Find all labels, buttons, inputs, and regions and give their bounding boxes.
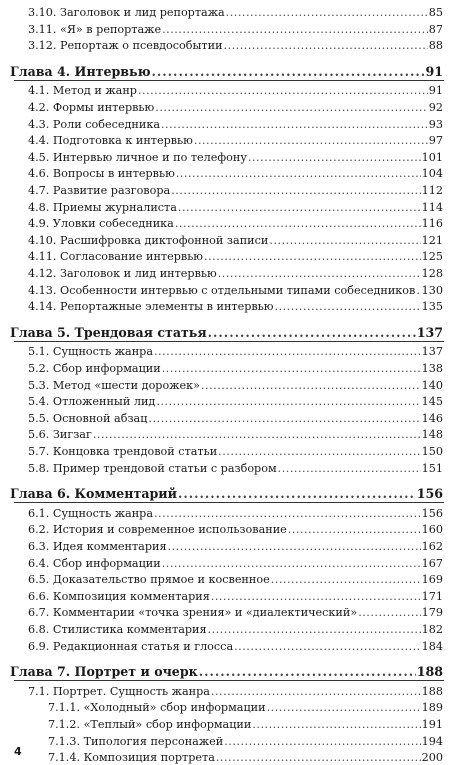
page-ref: 160 bbox=[421, 523, 443, 537]
dot-leader bbox=[234, 640, 421, 653]
toc-chapter-entry bbox=[10, 486, 443, 501]
entry-title: 6.5. Доказательство прямое и косвенное bbox=[28, 573, 270, 587]
page-ref: 125 bbox=[421, 250, 443, 264]
dot-leader bbox=[288, 523, 421, 536]
page-ref: 92 bbox=[428, 101, 443, 114]
entry-title: 5.7. Концовка трендовой статьи bbox=[28, 445, 218, 458]
entry-title: 4.11. Согласование интервью bbox=[28, 250, 204, 264]
page-ref: 93 bbox=[428, 117, 443, 131]
toc-entry bbox=[48, 735, 443, 748]
dot-leader bbox=[178, 486, 416, 501]
dot-leader bbox=[152, 64, 425, 79]
toc-entry bbox=[28, 557, 443, 570]
dot-leader bbox=[162, 557, 421, 570]
page-ref: 167 bbox=[421, 556, 443, 570]
page-ref: 150 bbox=[421, 445, 443, 458]
entry-title: 6.8. Стилистика комментария bbox=[28, 623, 207, 636]
toc-entry bbox=[28, 101, 443, 114]
page-ref: 104 bbox=[421, 167, 443, 181]
entry-title: 6.1. Сущность жанра bbox=[28, 506, 153, 520]
entry-title: 5.5. Основной абзац bbox=[28, 411, 148, 425]
toc-entry bbox=[28, 445, 443, 458]
dot-leader bbox=[271, 573, 421, 586]
dot-leader bbox=[162, 23, 428, 36]
entry-title: 4.2. Формы интервью bbox=[28, 101, 155, 114]
toc-entry bbox=[28, 685, 443, 698]
chapter-underline bbox=[14, 80, 444, 81]
dot-leader bbox=[155, 101, 427, 114]
dot-leader bbox=[226, 6, 428, 19]
entry-title: 4.1. Метод и жанр bbox=[28, 84, 137, 98]
chapter-title: Глава 5. Трендовая статья bbox=[10, 324, 207, 340]
toc-entry bbox=[28, 84, 443, 97]
toc-chapter-entry bbox=[10, 64, 443, 79]
toc-entry bbox=[28, 590, 443, 603]
toc-entry bbox=[28, 345, 443, 358]
page-ref: 188 bbox=[416, 664, 443, 680]
dot-leader bbox=[275, 300, 421, 313]
toc-entry bbox=[48, 718, 443, 731]
entry-title: 5.3. Метод «шести дорожек» bbox=[28, 378, 200, 392]
dot-leader bbox=[224, 735, 420, 748]
page-ref: 171 bbox=[421, 589, 443, 603]
page-ref: 189 bbox=[421, 701, 443, 715]
dot-leader bbox=[201, 379, 421, 392]
dot-leader bbox=[269, 234, 420, 247]
page-ref: 128 bbox=[421, 267, 443, 280]
dot-leader bbox=[168, 540, 421, 553]
dot-leader bbox=[176, 167, 421, 180]
dot-leader bbox=[267, 701, 421, 714]
dot-leader bbox=[358, 606, 420, 619]
page-ref: 162 bbox=[421, 540, 443, 553]
page-ref: 97 bbox=[428, 134, 443, 148]
entry-title: 4.10. Расшифровка диктофонной записи bbox=[28, 233, 269, 247]
entry-title: 4.14. Репортажные элементы в интервью bbox=[28, 300, 274, 314]
entry-title: 4.9. Уловки собеседника bbox=[28, 217, 174, 231]
toc-entry bbox=[28, 184, 443, 197]
entry-title: 5.1. Сущность жанра bbox=[28, 345, 153, 359]
dot-leader bbox=[211, 590, 421, 603]
page-ref: 137 bbox=[421, 345, 443, 359]
toc-entry bbox=[28, 167, 443, 180]
toc-chapter-entry bbox=[10, 325, 443, 340]
dot-leader bbox=[156, 395, 420, 408]
dot-leader bbox=[148, 412, 420, 425]
entry-title: 5.6. Зигзаг bbox=[28, 428, 92, 442]
page-ref: 148 bbox=[421, 428, 443, 442]
dot-leader bbox=[224, 39, 428, 52]
dot-leader bbox=[252, 718, 420, 731]
page-ref: 194 bbox=[421, 734, 443, 748]
entry-title: 3.12. Репортаж о псевдособытии bbox=[28, 39, 223, 53]
entry-title: 6.4. Сбор информации bbox=[28, 556, 161, 570]
toc-entry bbox=[28, 573, 443, 586]
toc-entry bbox=[28, 234, 443, 247]
page-ref: 91 bbox=[425, 63, 443, 79]
page-ref: 156 bbox=[421, 506, 443, 520]
toc-entry bbox=[28, 134, 443, 147]
page-ref: 137 bbox=[416, 324, 443, 340]
toc-entry bbox=[48, 701, 443, 714]
toc-entry bbox=[28, 284, 443, 297]
chapter-underline bbox=[14, 502, 444, 503]
toc-entry bbox=[28, 606, 443, 619]
dot-leader bbox=[204, 250, 421, 263]
toc-entry bbox=[28, 151, 443, 164]
dot-leader bbox=[178, 201, 421, 214]
toc-entry bbox=[28, 39, 443, 52]
page-ref: 135 bbox=[421, 300, 443, 314]
page-ref: 169 bbox=[421, 573, 443, 587]
toc-entry bbox=[28, 507, 443, 520]
chapter-underline bbox=[14, 680, 444, 681]
page-ref: 138 bbox=[421, 362, 443, 375]
page-ref: 179 bbox=[421, 606, 443, 620]
dot-leader bbox=[208, 325, 416, 340]
dot-leader bbox=[175, 217, 421, 230]
dot-leader bbox=[154, 345, 421, 358]
entry-title: 7.1.3. Типология персонажей bbox=[48, 734, 224, 748]
entry-title: 4.13. Особенности интервью с отдельными типами собеседников bbox=[28, 283, 416, 297]
dot-leader bbox=[171, 184, 420, 197]
dot-leader bbox=[194, 134, 428, 147]
page-ref: 156 bbox=[416, 486, 443, 502]
dot-leader bbox=[199, 664, 416, 679]
entry-title: 6.7. Комментарии «точка зрения» и «диалектический» bbox=[28, 606, 358, 620]
dot-leader bbox=[218, 267, 421, 280]
dot-leader bbox=[161, 118, 428, 131]
entry-title: 5.2. Сбор информации bbox=[28, 362, 161, 375]
toc-entry bbox=[28, 267, 443, 280]
entry-title: 4.12. Заголовок и лид интервью bbox=[28, 267, 217, 280]
toc-entry bbox=[28, 523, 443, 536]
entry-title: 3.11. «Я» в репортаже bbox=[28, 22, 162, 36]
page-ref: 200 bbox=[421, 751, 443, 765]
entry-title: 4.8. Приемы журналиста bbox=[28, 200, 177, 214]
toc-entry bbox=[28, 23, 443, 36]
page-ref: 191 bbox=[421, 718, 443, 731]
entry-title: 4.7. Развитие разговора bbox=[28, 184, 171, 197]
entry-title: 6.6. Композиция комментария bbox=[28, 589, 210, 603]
dot-leader bbox=[138, 84, 428, 97]
entry-title: 7.1.4. Композиция портрета bbox=[48, 751, 215, 765]
entry-title: 4.3. Роли собеседника bbox=[28, 117, 160, 131]
page-ref: 116 bbox=[421, 217, 443, 231]
dot-leader bbox=[162, 362, 421, 375]
entry-title: 7.1.2. «Теплый» сбор информации bbox=[48, 718, 252, 731]
page-ref: 182 bbox=[421, 623, 443, 636]
entry-title: 4.5. Интервью личное и по телефону bbox=[28, 150, 247, 164]
page-ref: 101 bbox=[421, 150, 443, 164]
page-ref: 151 bbox=[421, 461, 443, 475]
entry-title: 5.4. Отложенный лид bbox=[28, 395, 156, 409]
entry-title: 4.6. Вопросы в интервью bbox=[28, 167, 175, 181]
entry-title: 3.10. Заголовок и лид репортажа bbox=[28, 6, 225, 19]
chapter-underline bbox=[14, 341, 444, 342]
page-ref: 85 bbox=[428, 6, 443, 19]
dot-leader bbox=[208, 623, 421, 636]
page-ref: 114 bbox=[421, 200, 443, 214]
toc-entry bbox=[28, 640, 443, 653]
dot-leader bbox=[278, 462, 421, 475]
toc-entry bbox=[28, 362, 443, 375]
entry-title: 4.4. Подготовка к интервью bbox=[28, 134, 193, 148]
dot-leader bbox=[218, 445, 420, 458]
toc-entry bbox=[28, 379, 443, 392]
dot-leader bbox=[416, 284, 420, 297]
page-ref: 145 bbox=[421, 395, 443, 409]
entry-title: 6.9. Редакционная статья и глосса bbox=[28, 639, 234, 653]
page-ref: 184 bbox=[421, 639, 443, 653]
toc-entry bbox=[28, 300, 443, 313]
toc-entry bbox=[28, 201, 443, 214]
entry-title: 6.2. История и современное использование bbox=[28, 523, 287, 537]
dot-leader bbox=[154, 507, 421, 520]
page-ref: 88 bbox=[428, 39, 443, 53]
entry-title: 6.3. Идея комментария bbox=[28, 540, 167, 553]
toc-entry bbox=[28, 250, 443, 263]
dot-leader bbox=[248, 151, 421, 164]
toc-entry bbox=[28, 217, 443, 230]
entry-title: 7.1.1. «Холодный» сбор информации bbox=[48, 701, 266, 715]
toc-entry bbox=[28, 412, 443, 425]
page-ref: 146 bbox=[421, 411, 443, 425]
toc-chapter-entry bbox=[10, 664, 443, 679]
toc-entry bbox=[28, 462, 443, 475]
page-ref: 91 bbox=[428, 84, 443, 98]
page-ref: 188 bbox=[421, 684, 443, 698]
page-ref: 121 bbox=[421, 233, 443, 247]
toc-entry bbox=[28, 395, 443, 408]
dot-leader bbox=[216, 751, 421, 764]
toc-entry bbox=[28, 623, 443, 636]
toc-entry bbox=[48, 751, 443, 764]
chapter-title: Глава 6. Комментарий bbox=[10, 486, 177, 502]
toc-entry bbox=[28, 6, 443, 19]
page-ref: 112 bbox=[421, 184, 443, 197]
toc-entry bbox=[28, 118, 443, 131]
toc-entry bbox=[28, 428, 443, 441]
chapter-title: Глава 4. Интервью bbox=[10, 63, 151, 79]
page-number: 4 bbox=[14, 745, 22, 758]
page-ref: 87 bbox=[428, 22, 443, 36]
dot-leader bbox=[211, 685, 421, 698]
toc-entry bbox=[28, 540, 443, 553]
dot-leader bbox=[93, 428, 421, 441]
page-ref: 130 bbox=[421, 283, 443, 297]
entry-title: 5.8. Пример трендовой статьи с разбором bbox=[28, 461, 277, 475]
page-ref: 140 bbox=[421, 378, 443, 392]
entry-title: 7.1. Портрет. Сущность жанра bbox=[28, 684, 210, 698]
chapter-title: Глава 7. Портрет и очерк bbox=[10, 664, 198, 680]
